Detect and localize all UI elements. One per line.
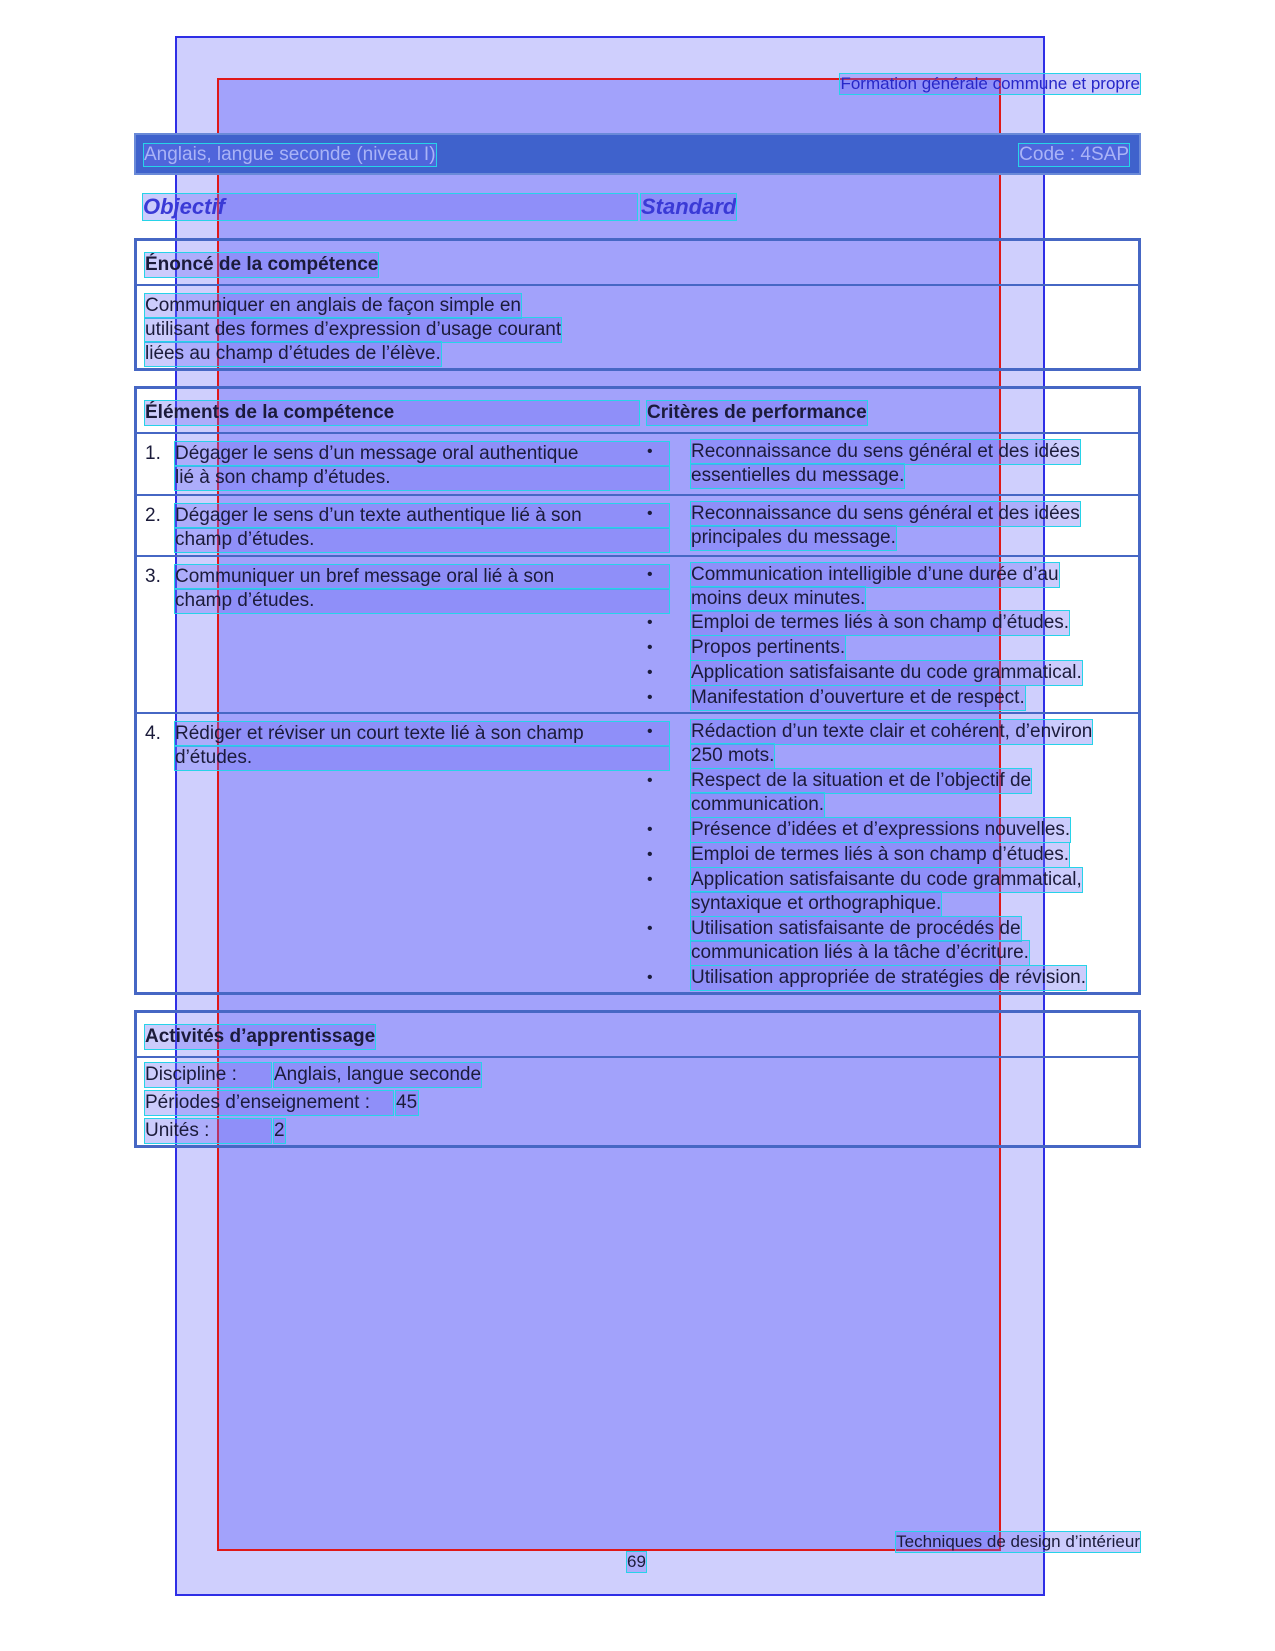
criterion-line: communication liés à la tâche d’écriture.: [691, 942, 1029, 963]
criterion-line: Communication intelligible d’une durée d’au: [691, 564, 1059, 585]
criteria-heading: Critères de performance: [647, 402, 867, 423]
criterion-line: syntaxique et orthographique.: [691, 893, 942, 914]
units-value: 2: [274, 1120, 285, 1141]
statement-line-2: utilisant des formes d’expression d’usage courant: [145, 319, 562, 340]
criterion-line: Manifestation d’ouverture et de respect.: [691, 687, 1025, 708]
element-number: 2.: [145, 505, 161, 526]
criterion-bullet: •: [647, 505, 653, 522]
course-title-bar: [134, 133, 1141, 175]
element-text-line: champ d’études.: [175, 589, 669, 613]
statement-heading: Énoncé de la compétence: [145, 254, 379, 275]
criterion-line: Application satisfaisante du code grammatical,: [691, 869, 1082, 890]
elements-divider: [137, 555, 1138, 557]
units-label: Unités :: [145, 1119, 271, 1143]
element-text-line: Communiquer un bref message oral lié à son: [175, 565, 669, 589]
criterion-line: Rédaction d’un texte clair et cohérent, d’environ: [691, 721, 1093, 742]
criterion-bullet: •: [647, 614, 653, 631]
criterion-bullet: •: [647, 920, 653, 937]
activities-divider: [137, 1056, 1138, 1058]
element-text-line: Rédiger et réviser un court texte lié à son champ: [175, 722, 669, 746]
criterion-bullet: •: [647, 723, 653, 740]
header-top-right: Formation générale commune et propre: [840, 74, 1140, 93]
periods-label: Périodes d’enseignement :: [145, 1091, 393, 1115]
criterion-line: essentielles du message.: [691, 465, 905, 486]
criterion-line: Utilisation appropriée de stratégies de révision.: [691, 967, 1086, 988]
course-title: Anglais, langue seconde (niveau I): [144, 144, 436, 165]
element-number: 3.: [145, 566, 161, 587]
standard-label: Standard: [641, 194, 737, 219]
criterion-bullet: •: [647, 846, 653, 863]
criterion-line: Reconnaissance du sens général et des idées: [691, 441, 1080, 462]
criterion-bullet: •: [647, 871, 653, 888]
element-text-line: Dégager le sens d’un message oral authentique: [175, 442, 669, 466]
criterion-line: 250 mots.: [691, 745, 775, 766]
criterion-bullet: •: [647, 969, 653, 986]
element-text-line: lié à son champ d’études.: [175, 466, 669, 490]
element-text-line: champ d’études.: [175, 528, 669, 552]
element-text-line: d’études.: [175, 746, 669, 770]
activities-heading: Activités d’apprentissage: [145, 1026, 376, 1047]
element-text-line: Dégager le sens d’un texte authentique lié à son: [175, 504, 669, 528]
criterion-bullet: •: [647, 664, 653, 681]
elements-box: [134, 386, 1141, 995]
footer-program: Techniques de design d’intérieur: [896, 1532, 1140, 1551]
elements-divider-header: [137, 432, 1138, 434]
criterion-bullet: •: [647, 689, 653, 706]
criterion-bullet: •: [647, 443, 653, 460]
elements-divider: [137, 494, 1138, 496]
course-code: Code : 4SAP: [1019, 144, 1129, 165]
criterion-line: moins deux minutes.: [691, 588, 866, 609]
element-number: 1.: [145, 443, 161, 464]
statement-box: [134, 238, 1141, 371]
criterion-line: Reconnaissance du sens général et des idées: [691, 503, 1080, 524]
statement-line-3: liées au champ d’études de l’élève.: [145, 343, 441, 364]
criterion-line: communication.: [691, 794, 825, 815]
criterion-line: Application satisfaisante du code grammatical.: [691, 662, 1082, 683]
criterion-line: Propos pertinents.: [691, 637, 846, 658]
criterion-line: Utilisation satisfaisante de procédés de: [691, 918, 1021, 939]
statement-line-1: Communiquer en anglais de façon simple en: [145, 295, 521, 316]
criterion-bullet: •: [647, 566, 653, 583]
discipline-value: Anglais, langue seconde: [274, 1064, 482, 1085]
criterion-bullet: •: [647, 821, 653, 838]
criterion-line: Respect de la situation et de l’objectif de: [691, 770, 1032, 791]
page-number: 69: [627, 1552, 646, 1571]
criterion-line: principales du message.: [691, 527, 896, 548]
elements-divider: [137, 712, 1138, 714]
criterion-bullet: •: [647, 639, 653, 656]
discipline-label: Discipline :: [145, 1063, 271, 1087]
objective-label: Objectif: [143, 194, 637, 220]
criterion-bullet: •: [647, 772, 653, 789]
criterion-line: Présence d’idées et d’expressions nouvelles.: [691, 819, 1071, 840]
elements-heading: Éléments de la compétence: [145, 401, 639, 425]
criterion-line: Emploi de termes liés à son champ d’études.: [691, 612, 1070, 633]
activities-box: [134, 1010, 1141, 1148]
element-number: 4.: [145, 723, 161, 744]
statement-divider: [137, 284, 1138, 286]
criterion-line: Emploi de termes liés à son champ d’études.: [691, 844, 1070, 865]
periods-value: 45: [396, 1092, 418, 1113]
